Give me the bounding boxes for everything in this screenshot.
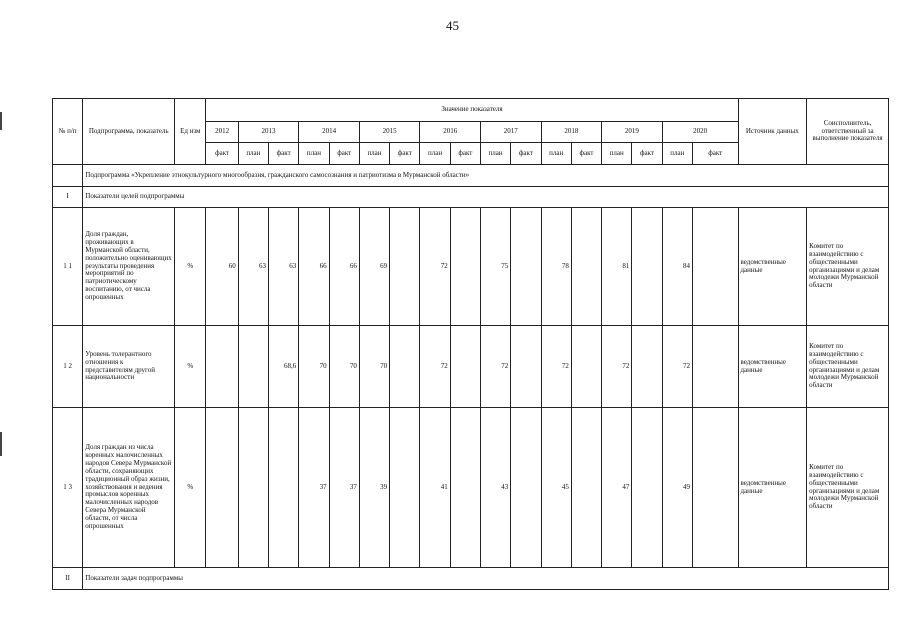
table-row bbox=[53, 408, 889, 568]
value-2015-fact bbox=[390, 326, 420, 408]
margin-mark-bottom bbox=[0, 432, 2, 456]
value-2012-fact: 60 bbox=[206, 208, 238, 326]
subhead-plan: план bbox=[299, 143, 329, 165]
data-source: ведомственные данные bbox=[738, 208, 807, 326]
header-coexecutor: Соисполнитель, ответственный за выполнение показателя bbox=[807, 99, 889, 165]
indicator-unit: % bbox=[175, 408, 206, 568]
value-2018-plan: 45 bbox=[541, 408, 571, 568]
indicator-name: Уровень толерантного отношения к представителям другой национальности bbox=[83, 326, 175, 408]
value-2015-plan: 69 bbox=[359, 208, 389, 326]
year-2013: 2013 bbox=[238, 122, 299, 143]
subprogram-title: Подпрограмма «Укрепление этнокультурного многообразия, гражданского самосознания и патриотизма в Мурманской области» bbox=[83, 165, 889, 187]
value-2015-plan: 70 bbox=[359, 326, 389, 408]
value-2020-plan: 49 bbox=[662, 408, 692, 568]
value-2019-fact bbox=[632, 408, 662, 568]
year-2019: 2019 bbox=[602, 122, 663, 143]
value-2016-fact bbox=[450, 326, 480, 408]
year-2016: 2016 bbox=[420, 122, 481, 143]
value-2020-fact bbox=[692, 408, 738, 568]
value-2013-fact bbox=[269, 408, 299, 568]
value-2016-plan: 72 bbox=[420, 208, 450, 326]
value-2017-plan: 75 bbox=[480, 208, 510, 326]
value-2014-plan: 37 bbox=[299, 408, 329, 568]
value-2014-fact: 66 bbox=[329, 208, 359, 326]
value-2018-fact bbox=[571, 408, 601, 568]
subhead-plan: план bbox=[602, 143, 632, 165]
year-2012: 2012 bbox=[206, 122, 238, 143]
subhead-plan: план bbox=[480, 143, 510, 165]
value-2020-fact bbox=[692, 208, 738, 326]
indicator-name: Доля граждан, проживающих в Мурманской области, положительно оценивающих результаты проведения мероприятий по патриотическому воспитанию, от числа опрошенных bbox=[83, 208, 175, 326]
year-2018: 2018 bbox=[541, 122, 602, 143]
value-2013-plan bbox=[238, 326, 268, 408]
value-2017-fact bbox=[511, 408, 541, 568]
header-source: Источник данных bbox=[738, 99, 807, 165]
subhead-fact: факт bbox=[269, 143, 299, 165]
header-value: Значение показателя bbox=[206, 99, 738, 122]
page-number: 45 bbox=[446, 18, 459, 33]
table-row bbox=[53, 326, 889, 408]
row-num: 1 3 bbox=[53, 408, 83, 568]
responsible-body: Комитет по взаимодействию с общественными организациями и делам молодежи Мурманской области bbox=[807, 326, 889, 408]
value-2020-plan: 72 bbox=[662, 326, 692, 408]
year-2015: 2015 bbox=[359, 122, 420, 143]
value-2012-fact bbox=[206, 326, 238, 408]
value-2020-plan: 84 bbox=[662, 208, 692, 326]
year-2020: 2020 bbox=[662, 122, 738, 143]
value-2013-fact: 68,6 bbox=[269, 326, 299, 408]
responsible-body: Комитет по взаимодействию с общественными организациями и делам молодежи Мурманской области bbox=[807, 208, 889, 326]
value-2016-plan: 72 bbox=[420, 326, 450, 408]
value-2016-plan: 41 bbox=[420, 408, 450, 568]
value-2019-fact bbox=[632, 326, 662, 408]
subhead-fact: факт bbox=[390, 143, 420, 165]
section-2-num: II bbox=[53, 568, 83, 590]
subhead-fact: факт bbox=[206, 143, 238, 165]
value-2017-plan: 43 bbox=[480, 408, 510, 568]
value-2017-fact bbox=[511, 208, 541, 326]
subhead-fact: факт bbox=[571, 143, 601, 165]
value-2014-fact: 37 bbox=[329, 408, 359, 568]
subhead-fact: факт bbox=[329, 143, 359, 165]
subhead-fact: факт bbox=[692, 143, 738, 165]
value-2015-fact bbox=[390, 408, 420, 568]
header-num: № п/п bbox=[53, 99, 83, 165]
value-2018-fact bbox=[571, 208, 601, 326]
value-2019-plan: 72 bbox=[602, 326, 632, 408]
subhead-plan: план bbox=[541, 143, 571, 165]
margin-mark-top bbox=[0, 112, 2, 130]
subhead-plan: план bbox=[420, 143, 450, 165]
indicator-unit: % bbox=[175, 208, 206, 326]
subhead-plan: план bbox=[238, 143, 268, 165]
value-2015-fact bbox=[390, 208, 420, 326]
value-2019-plan: 47 bbox=[602, 408, 632, 568]
value-2015-plan: 39 bbox=[359, 408, 389, 568]
year-2017: 2017 bbox=[480, 122, 541, 143]
value-2014-fact: 70 bbox=[329, 326, 359, 408]
subhead-plan: план bbox=[662, 143, 692, 165]
value-2013-plan: 63 bbox=[238, 208, 268, 326]
header-unit: Ед изм bbox=[175, 99, 206, 165]
section-1-num: I bbox=[53, 187, 83, 208]
header-subprogram: Подпрограмма, показатель bbox=[83, 99, 175, 165]
subhead-fact: факт bbox=[632, 143, 662, 165]
value-2012-fact bbox=[206, 408, 238, 568]
indicator-name: Доля граждан из числа коренных малочисленных народов Севера Мурманской области, сохраняющих традиционный образ жизни, хозяйствования и ведения промыслов коренных малочисленных народов Севера Мурманской области, от числа опрошенных bbox=[83, 408, 175, 568]
table-row bbox=[53, 208, 889, 326]
subhead-fact: факт bbox=[511, 143, 541, 165]
value-2019-fact bbox=[632, 208, 662, 326]
value-2018-plan: 78 bbox=[541, 208, 571, 326]
subhead-plan: план bbox=[359, 143, 389, 165]
value-2017-fact bbox=[511, 326, 541, 408]
indicator-table bbox=[52, 98, 889, 590]
value-2014-plan: 70 bbox=[299, 326, 329, 408]
section-1-title: Показатели целей подпрограммы bbox=[83, 187, 889, 208]
year-2014: 2014 bbox=[299, 122, 360, 143]
value-2020-fact bbox=[692, 326, 738, 408]
value-2014-plan: 66 bbox=[299, 208, 329, 326]
row-num: 1 2 bbox=[53, 326, 83, 408]
value-2013-fact: 63 bbox=[269, 208, 299, 326]
value-2019-plan: 81 bbox=[602, 208, 632, 326]
row-num: 1 1 bbox=[53, 208, 83, 326]
value-2017-plan: 72 bbox=[480, 326, 510, 408]
responsible-body: Комитет по взаимодействию с общественными организациями и делам молодежи Мурманской области bbox=[807, 408, 889, 568]
data-source: ведомственные данные bbox=[738, 326, 807, 408]
section-2-title: Показатели задач подпрограммы bbox=[83, 568, 889, 590]
value-2016-fact bbox=[450, 408, 480, 568]
value-2018-plan: 72 bbox=[541, 326, 571, 408]
value-2018-fact bbox=[571, 326, 601, 408]
value-2013-plan bbox=[238, 408, 268, 568]
indicator-unit: % bbox=[175, 326, 206, 408]
data-source: ведомственные данные bbox=[738, 408, 807, 568]
value-2016-fact bbox=[450, 208, 480, 326]
subhead-fact: факт bbox=[450, 143, 480, 165]
